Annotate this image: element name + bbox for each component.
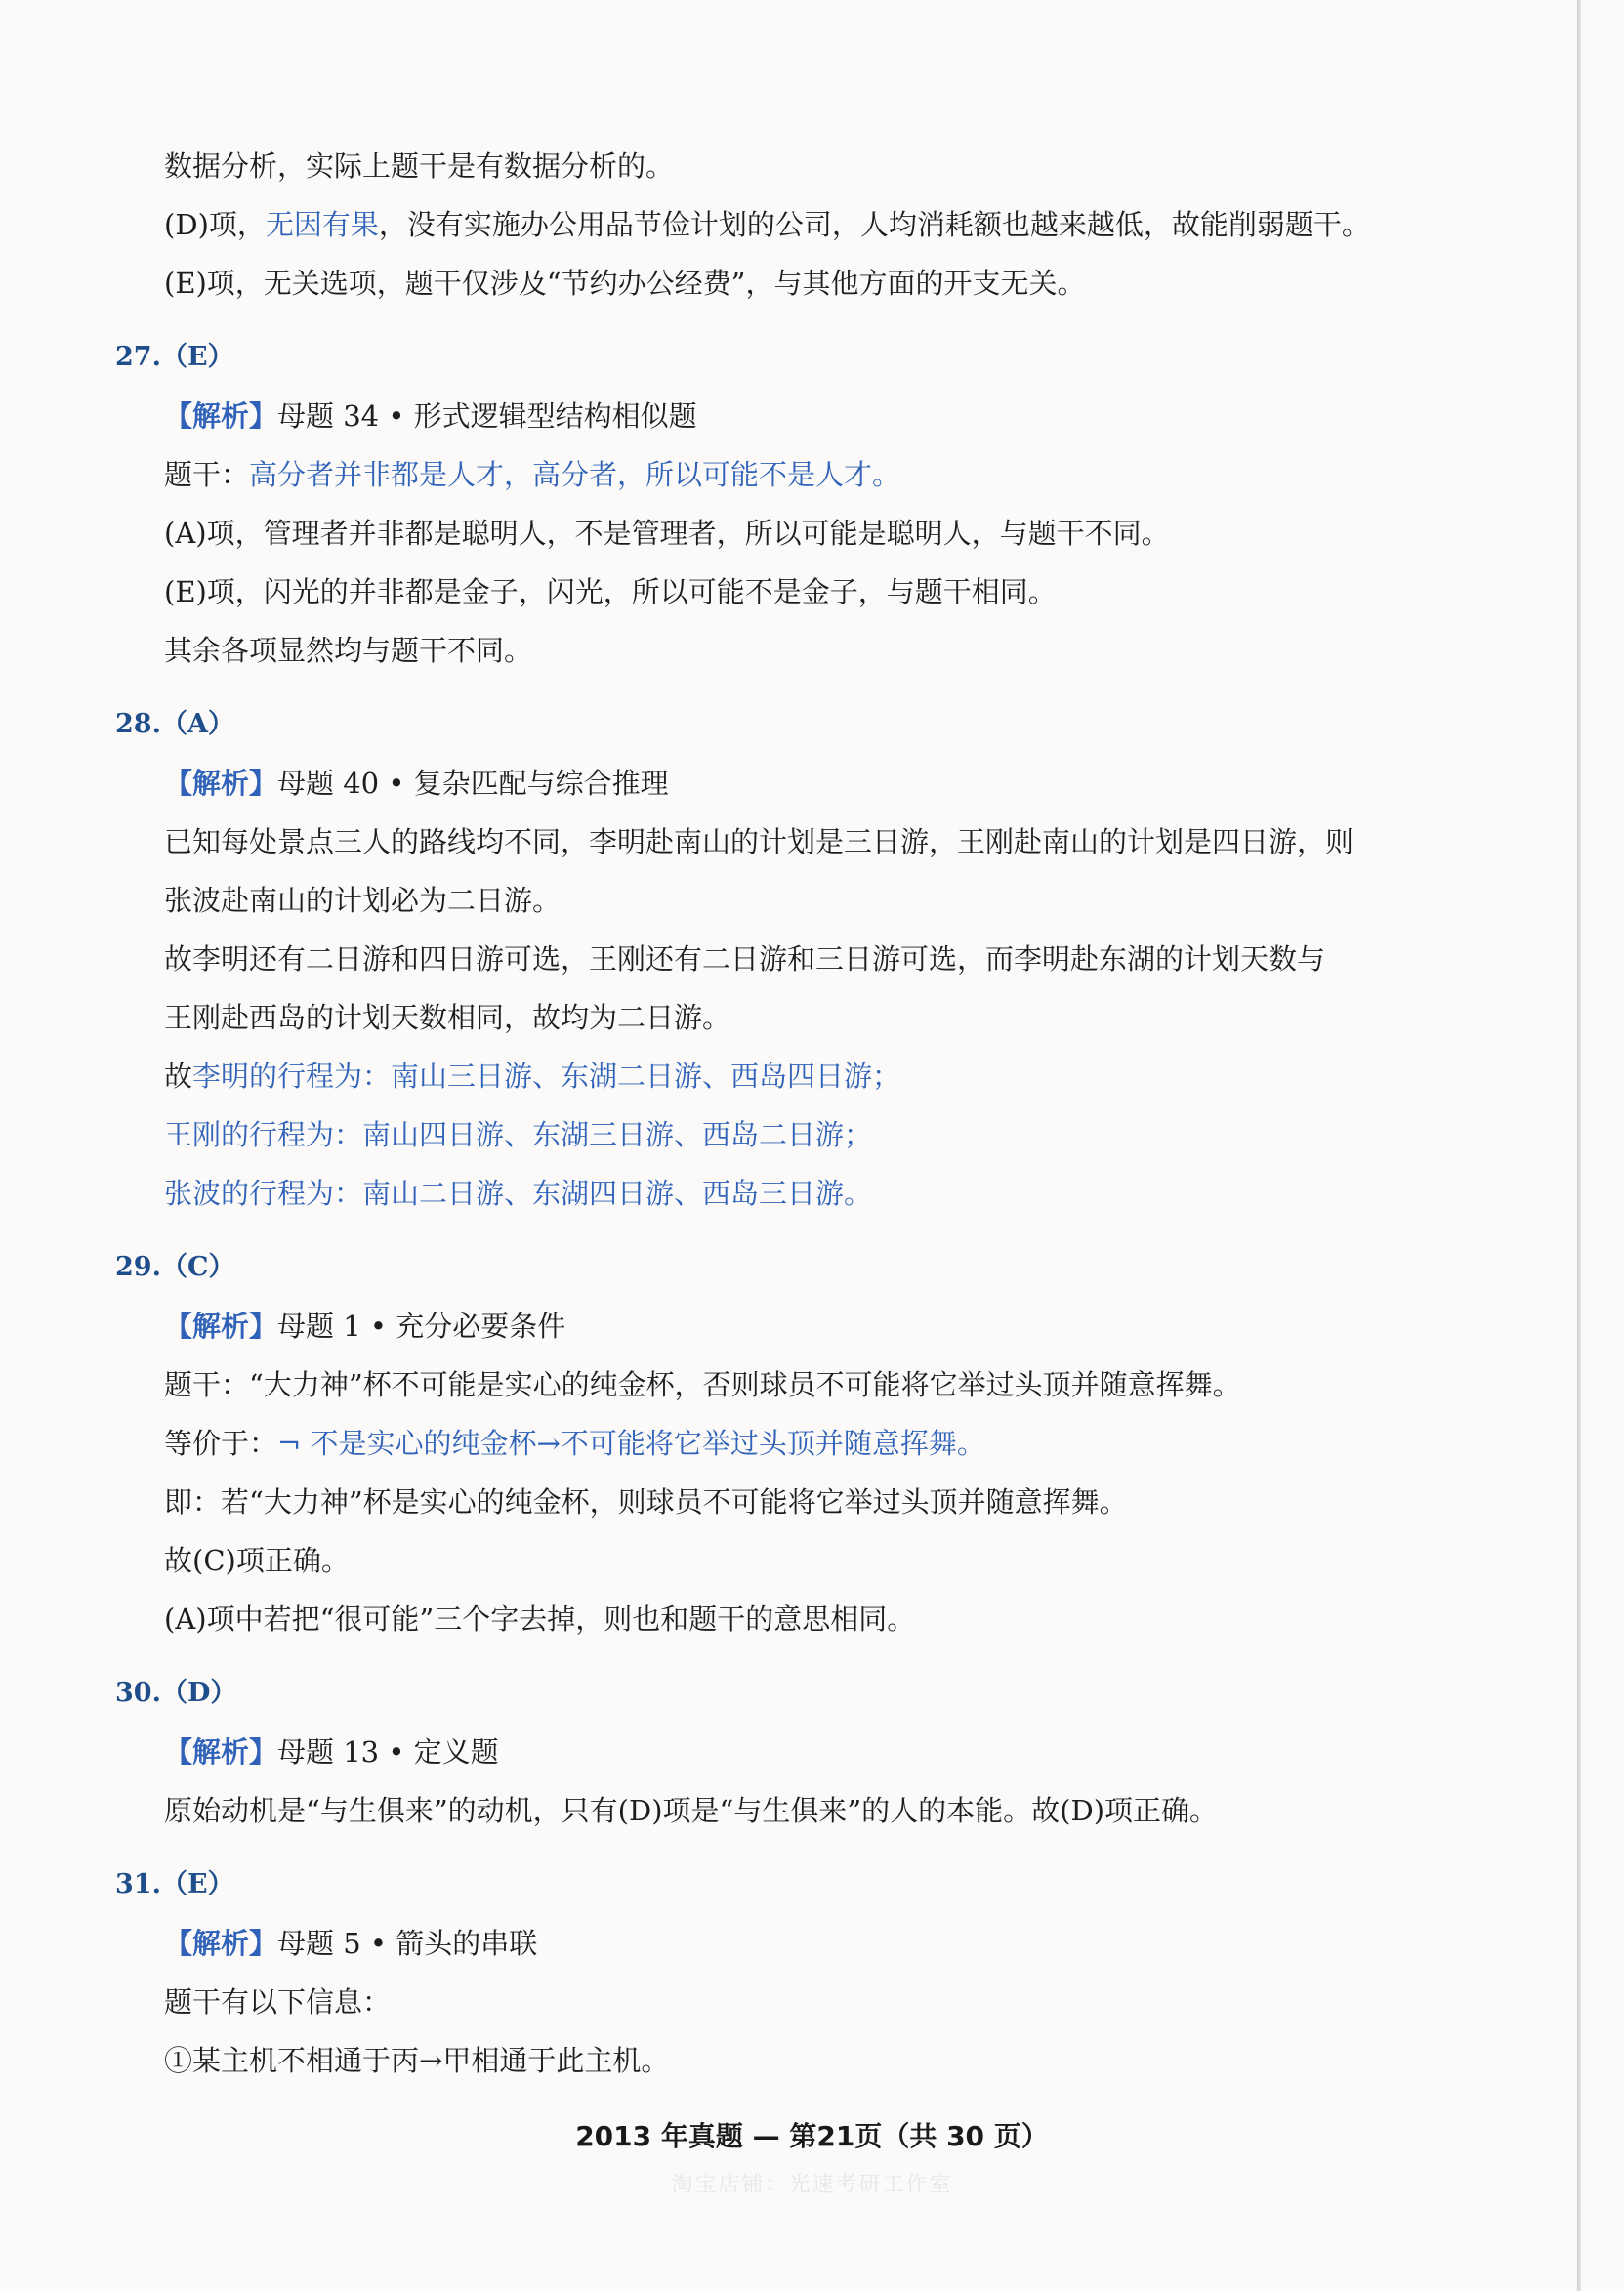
- q29-option-a: (A)项中若把“很可能”三个字去掉，则也和题干的意思相同。: [164, 1603, 916, 1636]
- q28-analysis-topic: 【解析】母题 40 • 复杂匹配与综合推理: [164, 767, 669, 800]
- q31-intro: 题干有以下信息：: [164, 1985, 392, 2019]
- q29-equivalent: 等价于：¬ 不是实心的纯金杯→不可能将它举过头顶并随意挥舞。: [164, 1427, 985, 1460]
- analysis-tag: 【解析】: [164, 1310, 278, 1343]
- intro-line-2: (D)项，无因有果，没有实施办公用品节俭计划的公司，人均消耗额也越来越低，故能削弱题干。: [164, 208, 1370, 241]
- page-content: [115, 137, 1482, 2090]
- q27-rest: 其余各项显然均与题干不同。: [164, 634, 533, 667]
- q28-para2-b: 王刚赴西岛的计划天数相同，故均为二日游。: [164, 1001, 731, 1034]
- highlight-text: 不可能将它举过头顶并随意挥舞。: [560, 1427, 985, 1460]
- q27-option-e: (E)项，闪光的并非都是金子，闪光，所以可能不是金子，与题干相同。: [164, 575, 1057, 608]
- analysis-tag: 【解析】: [164, 767, 278, 800]
- analysis-tag: 【解析】: [164, 399, 278, 433]
- highlight-text: 高分者并非都是人才，高分者，所以可能不是人才。: [249, 458, 901, 491]
- highlight-text: 无因有果: [265, 208, 379, 241]
- question-28-heading: 28.（A）: [115, 709, 234, 739]
- analysis-tag: 【解析】: [164, 1927, 278, 1960]
- watermark-text: 淘宝店铺：光速考研工作室: [671, 2173, 953, 2197]
- arrow-icon: →: [419, 2044, 443, 2077]
- intro-line-3: (E)项，无关选项，题干仅涉及“节约办公经费”，与其他方面的开支无关。: [164, 267, 1086, 300]
- q27-analysis-topic: 【解析】母题 34 • 形式逻辑型结构相似题: [164, 399, 697, 433]
- q28-route-zhangbo: 张波的行程为：南山二日游、东湖四日游、西岛三日游。: [164, 1177, 873, 1210]
- q27-stem: 题干：高分者并非都是人才，高分者，所以可能不是人才。: [164, 458, 901, 491]
- q29-ie: 即：若“大力神”杯是实心的纯金杯，则球员不可能将它举过头顶并随意挥舞。: [164, 1485, 1128, 1519]
- q28-route-liming: 故李明的行程为：南山三日游、东湖二日游、西岛四日游；: [164, 1060, 901, 1093]
- q28-para1-a: 已知每处景点三人的路线均不同，李明赴南山的计划是三日游，王刚赴南山的计划是四日游，则: [164, 825, 1354, 858]
- page-edge-shadow: [1577, 0, 1581, 2291]
- intro-line-1: 数据分析，实际上题干是有数据分析的。: [164, 149, 675, 183]
- q30-text: 原始动机是“与生俱来”的动机，只有(D)项是“与生俱来”的人的本能。故(D)项正确。: [164, 1794, 1219, 1827]
- question-30-heading: 30.（D）: [115, 1678, 237, 1708]
- q31-item-1: ①某主机不相通于丙→甲相通于此主机。: [164, 2044, 670, 2077]
- arrow-icon: →: [536, 1427, 561, 1460]
- question-29-heading: 29.（C）: [115, 1252, 235, 1282]
- q29-conclusion: 故(C)项正确。: [164, 1544, 350, 1577]
- page-footer: 2013 年真题 — 第21页（共 30 页）: [575, 2120, 1049, 2152]
- q28-route-wanggang: 王刚的行程为：南山四日游、东湖三日游、西岛二日游；: [164, 1118, 873, 1151]
- question-31-heading: 31.（E）: [115, 1869, 234, 1899]
- highlight-text: ¬ 不是实心的纯金杯: [277, 1427, 537, 1460]
- q29-analysis-topic: 【解析】母题 1 • 充分必要条件: [164, 1310, 566, 1343]
- q27-option-a: (A)项，管理者并非都是聪明人，不是管理者，所以可能是聪明人，与题干不同。: [164, 517, 1170, 550]
- q28-para2-a: 故李明还有二日游和四日游可选，王刚还有二日游和三日游可选，而李明赴东湖的计划天数与: [164, 942, 1326, 976]
- q29-stem: 题干：“大力神”杯不可能是实心的纯金杯，否则球员不可能将它举过头顶并随意挥舞。: [164, 1368, 1241, 1401]
- q28-para1-b: 张波赴南山的计划必为二日游。: [164, 884, 562, 917]
- q30-analysis-topic: 【解析】母题 13 • 定义题: [164, 1735, 499, 1769]
- question-27-heading: 27.（E）: [115, 342, 234, 372]
- q31-analysis-topic: 【解析】母题 5 • 箭头的串联: [164, 1927, 538, 1960]
- highlight-text: 李明的行程为：南山三日游、东湖二日游、西岛四日游；: [192, 1060, 901, 1093]
- analysis-tag: 【解析】: [164, 1735, 278, 1769]
